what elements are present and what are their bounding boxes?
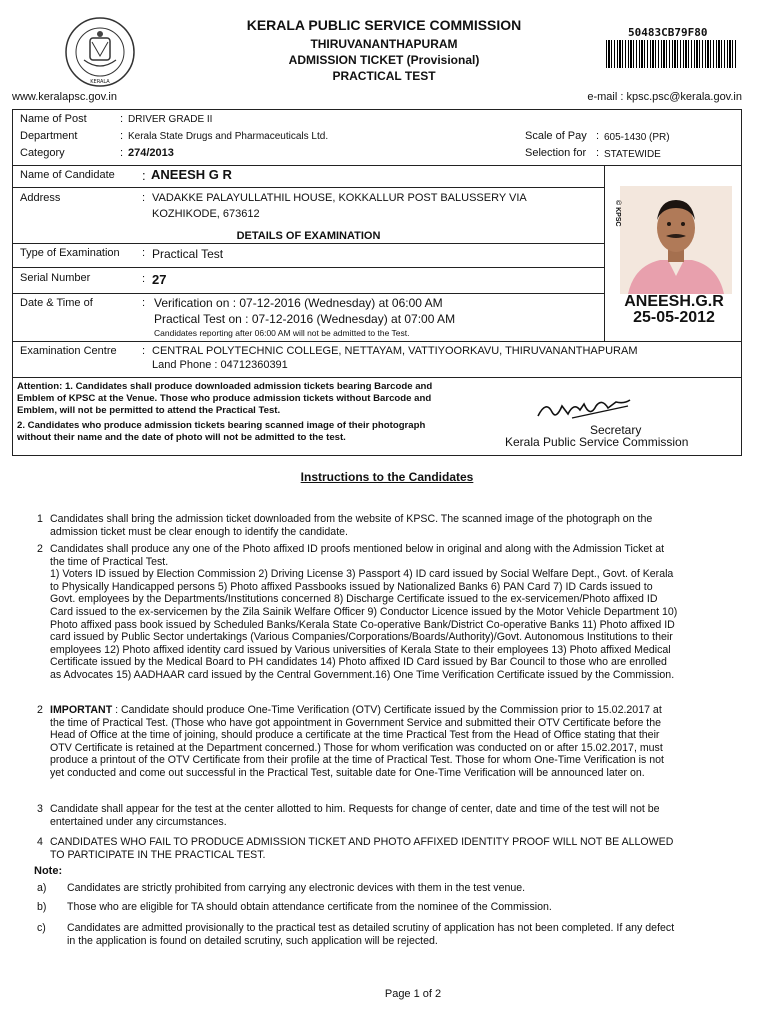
post-colon: : bbox=[120, 113, 124, 125]
text-line: CANDIDATES WHO FAIL TO PRODUCE ADMISSION TICKET AND PHOTO AFFIXED IDENTITY PROOF WILL NOT BE ALLOWED bbox=[50, 836, 674, 848]
text-line: admission ticket must be clear enough to identify the candidate. bbox=[50, 525, 348, 538]
item-number: 2 bbox=[37, 704, 43, 716]
text-line: the time of Practical Test. bbox=[50, 555, 169, 568]
selection-value: STATEWIDE bbox=[604, 149, 661, 160]
attention-1 bbox=[17, 381, 432, 417]
photo-caption-date: 25-05-2012 bbox=[633, 309, 715, 326]
commission-title: KERALA PUBLIC SERVICE COMMISSION bbox=[246, 17, 522, 33]
instruction-1 bbox=[50, 513, 652, 538]
important-label: IMPORTANT bbox=[50, 704, 113, 716]
text-line: produce a printout of the OTV Certificate from their profile at the time of Practical Test. Those for whom One-Time Verification is not bbox=[50, 754, 664, 767]
exam-type-value: Practical Test bbox=[152, 247, 224, 261]
text-line: Head of Office at the time of joining, should produce a certificate at the time Practical Test from the Head of Office stating that their bbox=[50, 729, 660, 742]
item-number: 2 bbox=[37, 543, 43, 555]
item-number: 4 bbox=[37, 836, 43, 848]
candidate-name-value: ANEESH G R bbox=[151, 167, 232, 182]
instruction-4 bbox=[50, 836, 673, 861]
text-line: Certificate issued by the Medical Board to PH candidates 14) Photo affixed ID Card issued by Bar Council to those who are enrolled bbox=[50, 656, 667, 669]
secretary-title: Secretary bbox=[590, 423, 642, 437]
datetime-label: Date & Time of bbox=[20, 297, 93, 309]
text-line: as Advocates 15) AADHAAR card issued by the Central Government.16) One Time Verification Certificate issued by the Commission. bbox=[50, 668, 675, 681]
serial-value: 27 bbox=[152, 272, 167, 287]
department-value: Kerala State Drugs and Pharmaceuticals Ltd. bbox=[128, 131, 329, 142]
category-colon: : bbox=[120, 147, 124, 159]
page-number: Page 1 of 2 bbox=[384, 988, 442, 1000]
note-b: Those who are eligible for TA should obtain attendance certificate from the nominee of the Commission. bbox=[67, 901, 552, 913]
doc-type-title: ADMISSION TICKET (Provisional) bbox=[288, 53, 480, 67]
candidate-name-colon: : bbox=[142, 168, 146, 183]
text-line: Photo affixed pass book issued by Scheduled Banks/Kerala State Co-operative Bank/District Co-operative Banks 11) Photo affixed ID bbox=[50, 618, 675, 631]
note-label: Note: bbox=[34, 865, 63, 877]
email-text: e-mail : kpsc.psc@kerala.gov.in bbox=[587, 91, 742, 103]
note-letter: a) bbox=[37, 882, 47, 894]
note-letter: b) bbox=[37, 901, 47, 913]
photo-watermark: © KPSC bbox=[614, 200, 621, 227]
text-line: Candidate shall appear for the test at the center allotted to him. Requests for change of center, date and time of the test will not be bbox=[50, 803, 660, 815]
attention-1-line-1: Attention: 1. Candidates shall produce downloaded admission tickets bearing Barcode and bbox=[17, 381, 433, 392]
text-line: Candidates shall produce any one of the Photo affixed ID proofs mentioned below in original and along with the Admission Ticket at bbox=[50, 543, 665, 555]
category-value: 274/2013 bbox=[128, 147, 174, 159]
attention-2 bbox=[17, 420, 425, 444]
address-label: Address bbox=[20, 192, 61, 204]
text-line: employees 12) Photo affixed identity card issued by Various universities of Kerala State to their employees 13) Photo affixed Medical bbox=[50, 643, 671, 656]
instruction-important bbox=[50, 704, 664, 780]
website-text: www.keralapsc.gov.in bbox=[12, 91, 117, 103]
post-value: DRIVER GRADE II bbox=[128, 114, 213, 125]
address-line-2: KOZHIKODE, 673612 bbox=[152, 208, 260, 220]
commission-name: Kerala Public Service Commission bbox=[505, 435, 689, 449]
centre-colon: : bbox=[142, 345, 146, 357]
city-title: THIRUVANANTHAPURAM bbox=[310, 37, 458, 51]
svg-text:KERALA: KERALA bbox=[90, 79, 110, 85]
barcode-text: 50483CB79F80 bbox=[628, 26, 708, 39]
note-a: Candidates are strictly prohibited from carrying any electronic devices with them in the test venue. bbox=[67, 882, 526, 894]
address-line-1: VADAKKE PALAYULLATHIL HOUSE, KOKKALLUR POST BALUSSERY VIA bbox=[152, 192, 527, 204]
note-c bbox=[67, 922, 674, 947]
important-text: : Candidate should produce One-Time Verification (OTV) Certificate issued by the Commission prior to 15.02.2017 at bbox=[112, 704, 662, 716]
scale-label: Scale of Pay bbox=[525, 130, 587, 142]
verification-time: Verification on : 07-12-2016 (Wednesday) at 06:00 AM bbox=[154, 296, 443, 310]
text-line: yet conducted and come out successful in the Practical Test, suitable date for One-Time Verification will be announced later on. bbox=[50, 766, 645, 779]
centre-phone: Land Phone : 04712360391 bbox=[152, 359, 288, 371]
text-line: Candidates shall bring the admission ticket downloaded from the website of KPSC. The scanned image of the photograph on the bbox=[50, 513, 653, 525]
text-line: to Physically Handicapped persons 5) Photo affixed Passbooks issued by Nationalized Banks 6) PAN Card 7) ID Cards issued to bbox=[50, 580, 653, 593]
text-line: Candidates are admitted provisionally to the practical test as detailed scrutiny of application has not been completed. If any defect bbox=[67, 922, 675, 934]
department-colon: : bbox=[120, 130, 124, 142]
photo-caption-name: ANEESH.G.R bbox=[624, 293, 724, 310]
department-label: Department bbox=[20, 130, 78, 142]
reporting-note: Candidates reporting after 06:00 AM will not be admitted to the Test. bbox=[154, 328, 410, 338]
exam-type-colon: : bbox=[142, 247, 146, 259]
centre-label: Examination Centre bbox=[20, 345, 117, 357]
serial-colon: : bbox=[142, 273, 146, 285]
serial-label: Serial Number bbox=[20, 272, 91, 284]
text-line: OTV Certificate is retained at the Department concerned.) Those for whom verification was conducted on or after 15.02.2017, must bbox=[50, 741, 663, 754]
practical-time: Practical Test on : 07-12-2016 (Wednesday) at 07:00 AM bbox=[154, 312, 456, 326]
scale-colon: : bbox=[596, 130, 600, 142]
text-line bbox=[50, 704, 664, 717]
barcode bbox=[606, 40, 736, 68]
text-line: TO PARTICIPATE IN THE PRACTICAL TEST. bbox=[50, 848, 266, 861]
note-letter: c) bbox=[37, 922, 46, 934]
text-line: Govt. employees by the Departments/Institutions concerned 8) Discharge Certificate issued to the ex-servicemen/Photo affixed ID bbox=[50, 593, 658, 606]
instruction-3 bbox=[50, 803, 660, 828]
selection-colon: : bbox=[596, 147, 600, 159]
attention-2-line-1: 2. Candidates who produce admission tickets bearing scanned image of their photograph bbox=[17, 420, 426, 431]
candidate-photo bbox=[620, 186, 732, 294]
post-label: Name of Post bbox=[20, 113, 87, 125]
address-colon: : bbox=[142, 192, 146, 204]
scale-value: 605-1430 (PR) bbox=[604, 132, 670, 143]
centre-value: CENTRAL POLYTECHNIC COLLEGE, NETTAYAM, VATTIYOORKAVU, THIRUVANANTHAPURAM bbox=[152, 345, 638, 357]
selection-label: Selection for bbox=[525, 147, 587, 159]
text-line: card issued by Public Sector undertakings (Various Companies/Corporations/Boards/Authority)/Govt. Autonomous Institutions to their bbox=[50, 631, 673, 644]
datetime-colon: : bbox=[142, 297, 146, 309]
item-number: 1 bbox=[37, 513, 43, 525]
item-number: 3 bbox=[37, 803, 43, 815]
exam-section-title: DETAILS OF EXAMINATION bbox=[236, 230, 381, 242]
attention-2-line-2: without their name and the date of photo will not be admitted to the test. bbox=[17, 432, 346, 443]
text-line: entertained under any circumstances. bbox=[50, 815, 227, 828]
candidate-name-label: Name of Candidate bbox=[20, 169, 115, 181]
text-line: 1) Voters ID issued by Election Commission 2) Driving License 3) Passport 4) ID card issued by Social Welfare Dept., Govt. of Kerala bbox=[50, 568, 674, 581]
test-type-title: PRACTICAL TEST bbox=[332, 69, 436, 83]
instructions-heading: Instructions to the Candidates bbox=[300, 470, 474, 484]
text-line: Card issued to the ex-servicemen by the Zila Sainik Welfare Officer 9) Conductor Licence issued by the Motor Vehicle Department 10) bbox=[50, 605, 678, 618]
attention-1-line-2: Emblem of KPSC at the Venue. Those who produce admission tickets without Barcode and bbox=[17, 393, 432, 404]
exam-type-label: Type of Examination bbox=[20, 247, 120, 259]
text-line: in the application is found on detailed scrutiny, such application will be rejected. bbox=[67, 934, 438, 947]
attention-1-line-3: Emblem, will not be permitted to attend the Practical Test. bbox=[17, 405, 281, 416]
category-label: Category bbox=[20, 147, 65, 159]
instruction-2 bbox=[50, 543, 677, 682]
text-line: the time of Practical Test. (Those who have got appointment in Government Service and submitted their OTV Certificate before the bbox=[50, 716, 662, 729]
